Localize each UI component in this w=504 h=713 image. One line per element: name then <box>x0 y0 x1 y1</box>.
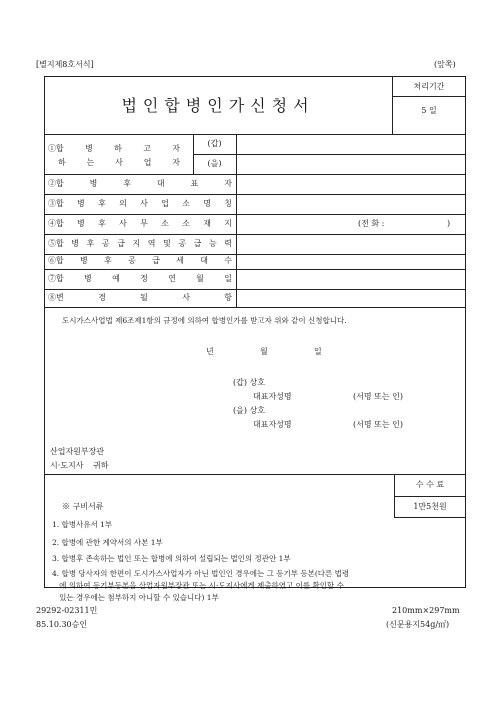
applicant-b-rep: 대표자성명 <box>253 420 292 429</box>
section-line <box>44 474 466 475</box>
row-line <box>44 194 466 195</box>
applicant-b-label: (을) 상호 <box>233 406 265 415</box>
row-line <box>44 269 466 270</box>
row7-label: ⑦합 병 예 정 연 월 일 <box>48 274 232 283</box>
row1-label-line2: 하 는 사 업 자 <box>58 158 180 167</box>
form-number: [별지제8호서식] <box>36 60 94 69</box>
document-item: 2. 합병에 관한 계약서의 사본 1부 <box>52 538 163 547</box>
row-line <box>44 289 466 290</box>
footer-paper-size: 210mm×297mm <box>392 606 460 615</box>
fee-bottom-line <box>394 517 466 518</box>
label-column-divider <box>236 134 237 307</box>
party-a-label: (갑) <box>207 139 222 148</box>
document-item: 3. 합병후 존속하는 법인 또는 합병에 의하여 설립되는 법인의 정관안 1부 <box>52 554 291 563</box>
document-item: 에 의하여 등기부등본을 산업자원부장관 또는 시·도지사에게 제출하였고 이를 확인할 수 <box>52 581 344 590</box>
party-b-label: (을) <box>207 159 222 168</box>
processing-period-label: 처리기간 <box>413 82 445 91</box>
row3-label: ③합 병 후 의 사 업 소 명 칭 <box>48 199 232 208</box>
row-line <box>44 174 466 175</box>
row5-label: ⑤합 병 후 공 급 지 역 및 공 급 능 력 <box>48 239 232 248</box>
document-item: 4. 합병 당사자의 한편이 도시가스사업자가 아닌 법인인 경우에는 그 등기부 등본(다른 법령 <box>52 569 350 578</box>
footer-paper-weight: (신문용지54g/㎡) <box>386 620 450 629</box>
row-line <box>44 254 466 255</box>
date-year: 년 <box>206 347 214 356</box>
row2-label: ②합 병 후 대 표 자 <box>48 179 232 188</box>
applicant-a-sign: (서명 또는 인) <box>353 392 403 401</box>
fee-mid-line <box>394 496 466 497</box>
processing-period-value: 5 일 <box>421 106 437 115</box>
row6-label: ⑥합 병 후 공 급 세 대 수 <box>48 256 232 265</box>
document-item: 있는 경우에는 첨부하지 아니할 수 있습니다) 1부 <box>52 593 219 602</box>
footer-approval-date: 85.10.30승인 <box>36 620 88 629</box>
row4-label: ④합 병 후 사 무 소 소 재 지 <box>48 219 232 228</box>
page-side-label: (앞쪽) <box>434 60 456 69</box>
date-day: 일 <box>314 347 322 356</box>
date-month: 월 <box>260 347 268 356</box>
party-divider-line <box>193 154 466 155</box>
fee-value: 1만5천원 <box>413 502 447 511</box>
application-statement: 도시가스사업법 제6조제1항의 규정에 의하여 합병인가를 받고자 위와 같이 신청합니다. <box>62 316 347 325</box>
row8-label: ⑧변 경 될 사 항 <box>48 293 232 302</box>
row-line <box>44 214 466 215</box>
fee-label: 수 수 료 <box>415 480 445 489</box>
documents-header: ※ 구비서류 <box>62 502 104 511</box>
recipient-governor: 시·도지사 <box>50 461 84 470</box>
phone-label: (전 화 : <box>358 219 385 228</box>
row1-label-line1: ①합 병 하 고 자 <box>48 144 180 153</box>
phone-close: ) <box>447 219 451 228</box>
table-top-line <box>44 134 466 135</box>
applicant-a-rep: 대표자성명 <box>253 392 292 401</box>
row-line <box>44 307 466 308</box>
form-title: 법인합병인가신청서 <box>121 96 315 115</box>
processing-mid-line <box>392 96 466 97</box>
applicant-b-sign: (서명 또는 인) <box>353 420 403 429</box>
row-line <box>44 234 466 235</box>
recipient-honorific: 귀하 <box>93 461 109 470</box>
recipient-ministry: 산업자원부장관 <box>50 447 105 456</box>
applicant-a-label: (갑) 상호 <box>233 378 265 387</box>
document-item: 1. 합병사유서 1부 <box>52 520 113 529</box>
footer-approval-code: 29292-02311민 <box>36 606 98 615</box>
